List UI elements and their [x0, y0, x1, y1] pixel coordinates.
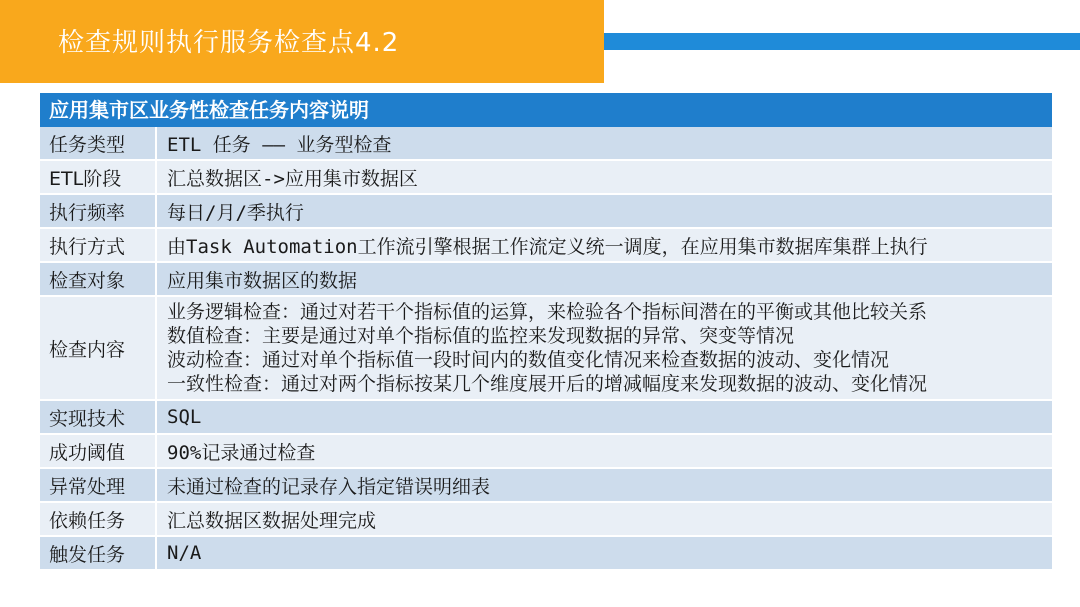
row-label: 执行方式 [40, 229, 157, 261]
table-row [40, 503, 1052, 537]
table-header: 应用集市区业务性检查任务内容说明 [40, 93, 1052, 127]
row-value: ETL 任务 —— 业务型检查 [167, 133, 392, 156]
row-label: 任务类型 [40, 127, 157, 159]
accent-stripe [604, 33, 1080, 50]
row-value: 由Task Automation工作流引擎根据工作流定义统一调度，在应用集市数据库集群上执行 [167, 235, 928, 258]
row-value: SQL [167, 406, 202, 428]
row-value: 每日/月/季执行 [167, 201, 304, 224]
row-label: ETL阶段 [40, 161, 157, 193]
table-row [40, 229, 1052, 263]
row-label: 成功阈值 [40, 435, 157, 467]
table-row [40, 263, 1052, 297]
table-row [40, 401, 1052, 435]
table-row [40, 537, 1052, 571]
slide-title: 检查规则执行服务检查点4.2 [58, 28, 400, 58]
task-description-table [40, 93, 1052, 571]
table-row [40, 435, 1052, 469]
row-value: 未通过检查的记录存入指定错误明细表 [167, 475, 491, 498]
row-value: N/A [167, 542, 202, 564]
table-row [40, 161, 1052, 195]
row-label: 异常处理 [40, 469, 157, 501]
row-value: 90%记录通过检查 [167, 441, 316, 464]
row-label: 实现技术 [40, 401, 157, 433]
table-row [40, 297, 1052, 401]
table-row [40, 195, 1052, 229]
row-value-multiline [157, 297, 1052, 399]
check-content-line: 业务逻辑检查：通过对若干个指标值的运算，来检验各个指标间潜在的平衡或其他比较关系 [167, 301, 928, 323]
row-label: 触发任务 [40, 537, 157, 569]
row-label: 检查内容 [40, 297, 157, 399]
row-value: 汇总数据区->应用集市数据区 [167, 167, 418, 190]
row-label: 执行频率 [40, 195, 157, 227]
check-content-line: 一致性检查：通过对两个指标按某几个维度展开后的增减幅度来发现数据的波动、变化情况 [167, 373, 928, 395]
table-row [40, 469, 1052, 503]
table-row [40, 127, 1052, 161]
title-band [0, 0, 604, 83]
row-label: 检查对象 [40, 263, 157, 295]
row-value: 汇总数据区数据处理完成 [167, 509, 377, 532]
row-value: 应用集市数据区的数据 [167, 269, 358, 292]
check-content-line: 数值检查：主要是通过对单个指标值的监控来发现数据的异常、突变等情况 [167, 325, 795, 347]
row-label: 依赖任务 [40, 503, 157, 535]
check-content-line: 波动检查：通过对单个指标值一段时间内的数值变化情况来检查数据的波动、变化情况 [167, 349, 890, 371]
